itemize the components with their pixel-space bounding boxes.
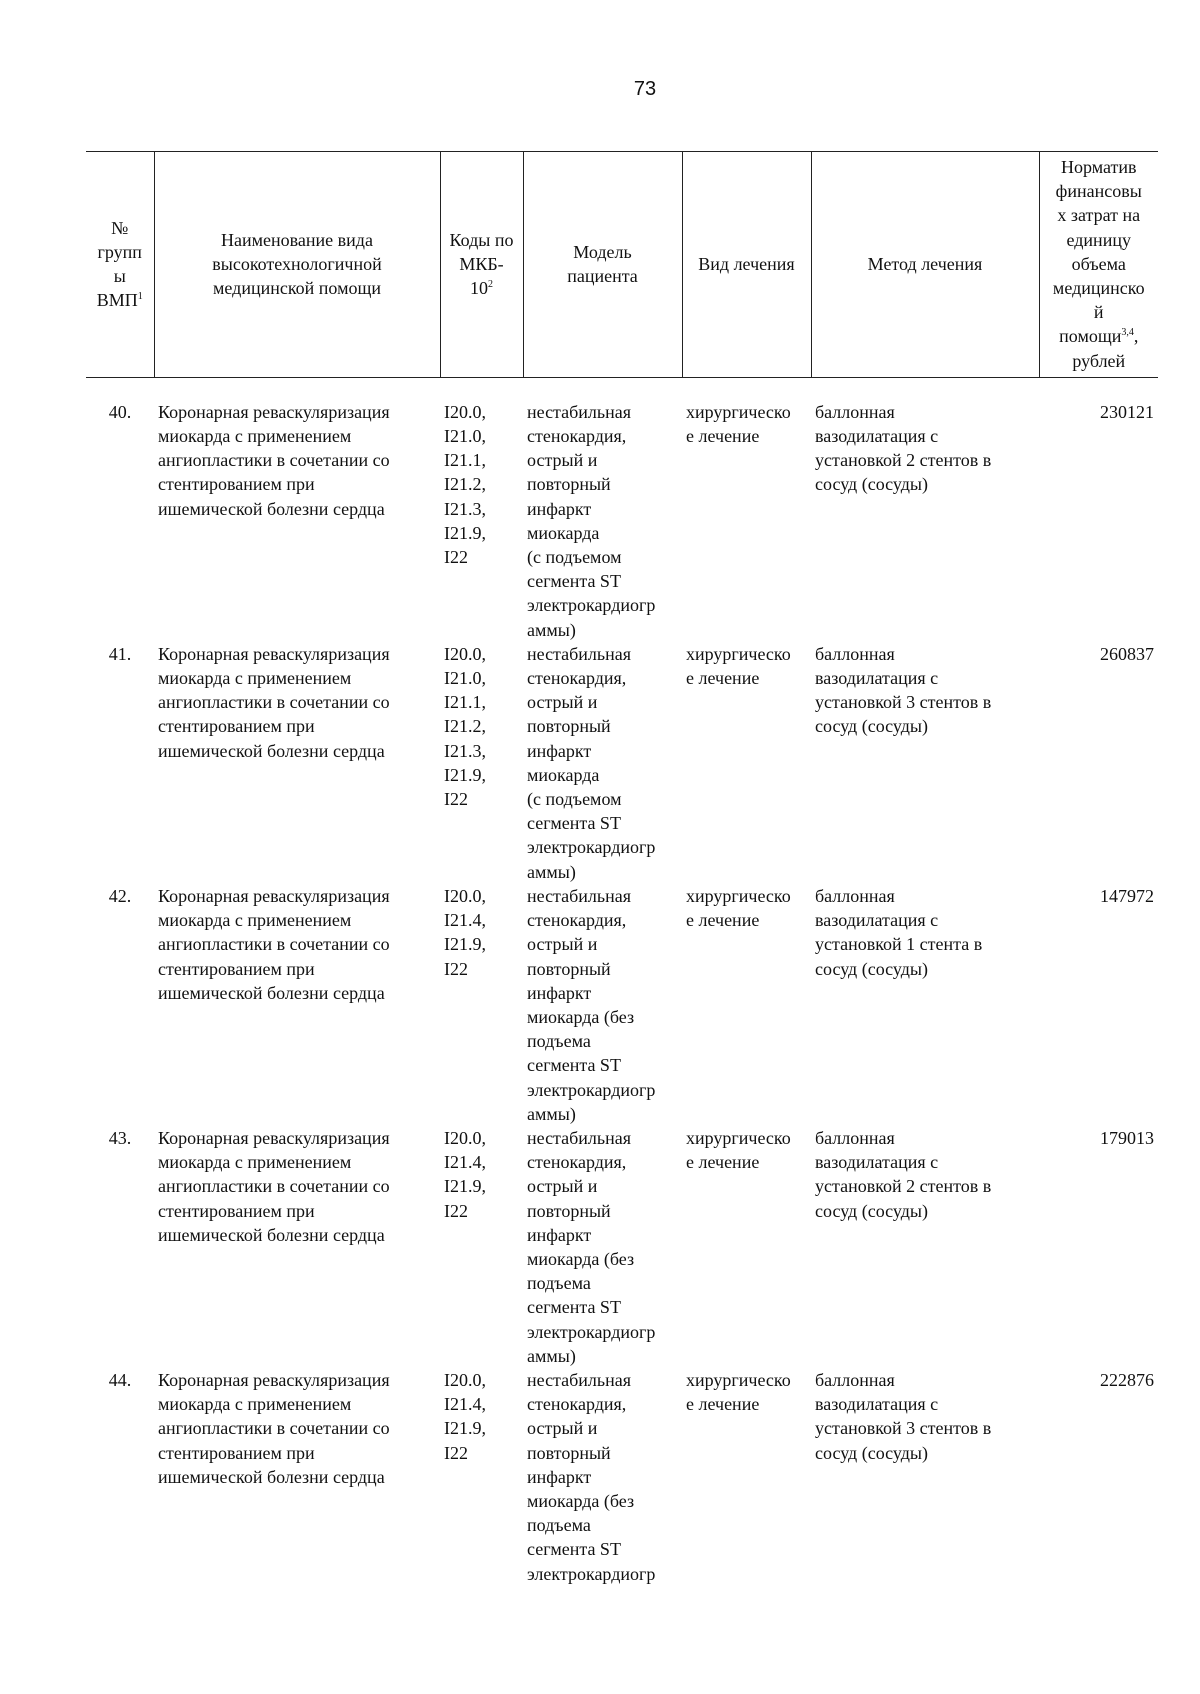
header-model: Модель пациента bbox=[523, 152, 682, 378]
row-name: Коронарная реваскуляризация миокарда с применением ангиопластики в сочетании со стентированием при ишемической болезни сердца bbox=[158, 1127, 390, 1245]
row-type: хирургическо е лечение bbox=[686, 1369, 791, 1415]
row-name: Коронарная реваскуляризация миокарда с применением ангиопластики в сочетании со стентированием при ишемической болезни сердца bbox=[158, 885, 390, 1003]
header-codes: Коды по МКБ- $10^2$ bbox=[440, 152, 523, 378]
vmp-table bbox=[86, 151, 1158, 1586]
row-number: 42. bbox=[108, 885, 132, 906]
row-codes: I20.0, I21.0, I21.1, I21.2, I21.3, I21.9, I22 bbox=[444, 401, 486, 568]
row-type: хирургическо е лечение bbox=[686, 1127, 791, 1173]
row-cost: 260837 bbox=[1100, 643, 1154, 664]
table-row bbox=[86, 884, 1158, 1126]
row-cost: 179013 bbox=[1100, 1127, 1154, 1148]
row-model: нестабильная стенокардия, острый и повторный инфаркт миокарда (с подъемом сегмента ST электрокардиогр аммы) bbox=[527, 643, 656, 882]
row-method: баллонная вазодилатация с установкой 3 стентов в сосуд (сосуды) bbox=[815, 1369, 992, 1463]
row-model: нестабильная стенокардия, острый и повторный инфаркт миокарда (без подъема сегмента ST электрокардиогр bbox=[527, 1369, 656, 1584]
row-method: баллонная вазодилатация с установкой 2 стентов в сосуд (сосуды) bbox=[815, 1127, 992, 1221]
row-name: Коронарная реваскуляризация миокарда с применением ангиопластики в сочетании со стентированием при ишемической болезни сердца bbox=[158, 643, 390, 761]
row-codes: I20.0, I21.4, I21.9, I22 bbox=[444, 1127, 486, 1221]
header-name: Наименование вида высокотехнологичной медицинской помощи bbox=[154, 152, 440, 378]
row-method: баллонная вазодилатация с установкой 3 стентов в сосуд (сосуды) bbox=[815, 643, 992, 737]
row-method: баллонная вазодилатация с установкой 1 стента в сосуд (сосуды) bbox=[815, 885, 983, 979]
table-header-row bbox=[86, 152, 1158, 378]
row-name: Коронарная реваскуляризация миокарда с применением ангиопластики в сочетании со стентированием при ишемической болезни сердца bbox=[158, 1369, 390, 1487]
header-type: Вид лечения bbox=[682, 152, 811, 378]
table-row bbox=[86, 1126, 1158, 1368]
row-method: баллонная вазодилатация с установкой 2 стентов в сосуд (сосуды) bbox=[815, 401, 992, 495]
header-cost: Норматив финансовы х затрат на единицу объема медицинско й помощи$^{3,4}$, рублей bbox=[1039, 152, 1158, 378]
row-type: хирургическо е лечение bbox=[686, 885, 791, 931]
row-number: 44. bbox=[108, 1369, 132, 1390]
row-cost: 230121 bbox=[1100, 401, 1154, 422]
row-number: 41. bbox=[108, 643, 132, 664]
row-number: 40. bbox=[108, 401, 132, 422]
row-model: нестабильная стенокардия, острый и повторный инфаркт миокарда (с подъемом сегмента ST электрокардиогр аммы) bbox=[527, 401, 656, 640]
row-type: хирургическо е лечение bbox=[686, 643, 791, 689]
row-codes: I20.0, I21.4, I21.9, I22 bbox=[444, 1369, 486, 1463]
row-model: нестабильная стенокардия, острый и повторный инфаркт миокарда (без подъема сегмента ST электрокардиогр аммы) bbox=[527, 885, 656, 1124]
header-method: Метод лечения bbox=[811, 152, 1039, 378]
table-row bbox=[86, 400, 1158, 642]
table-row bbox=[86, 642, 1158, 884]
row-name: Коронарная реваскуляризация миокарда с применением ангиопластики в сочетании со стентированием при ишемической болезни сердца bbox=[158, 401, 390, 519]
row-cost: 222876 bbox=[1100, 1369, 1154, 1390]
row-codes: I20.0, I21.4, I21.9, I22 bbox=[444, 885, 486, 979]
row-codes: I20.0, I21.0, I21.1, I21.2, I21.3, I21.9, I22 bbox=[444, 643, 486, 810]
row-number: 43. bbox=[108, 1127, 132, 1148]
row-cost: 147972 bbox=[1100, 885, 1154, 906]
table-row bbox=[86, 1368, 1158, 1586]
row-model: нестабильная стенокардия, острый и повторный инфаркт миокарда (без подъема сегмента ST электрокардиогр аммы) bbox=[527, 1127, 656, 1366]
row-type: хирургическо е лечение bbox=[686, 401, 791, 447]
page-number: 73 bbox=[633, 78, 657, 100]
header-group: № групп ы ВМП$^1$ bbox=[86, 152, 154, 378]
